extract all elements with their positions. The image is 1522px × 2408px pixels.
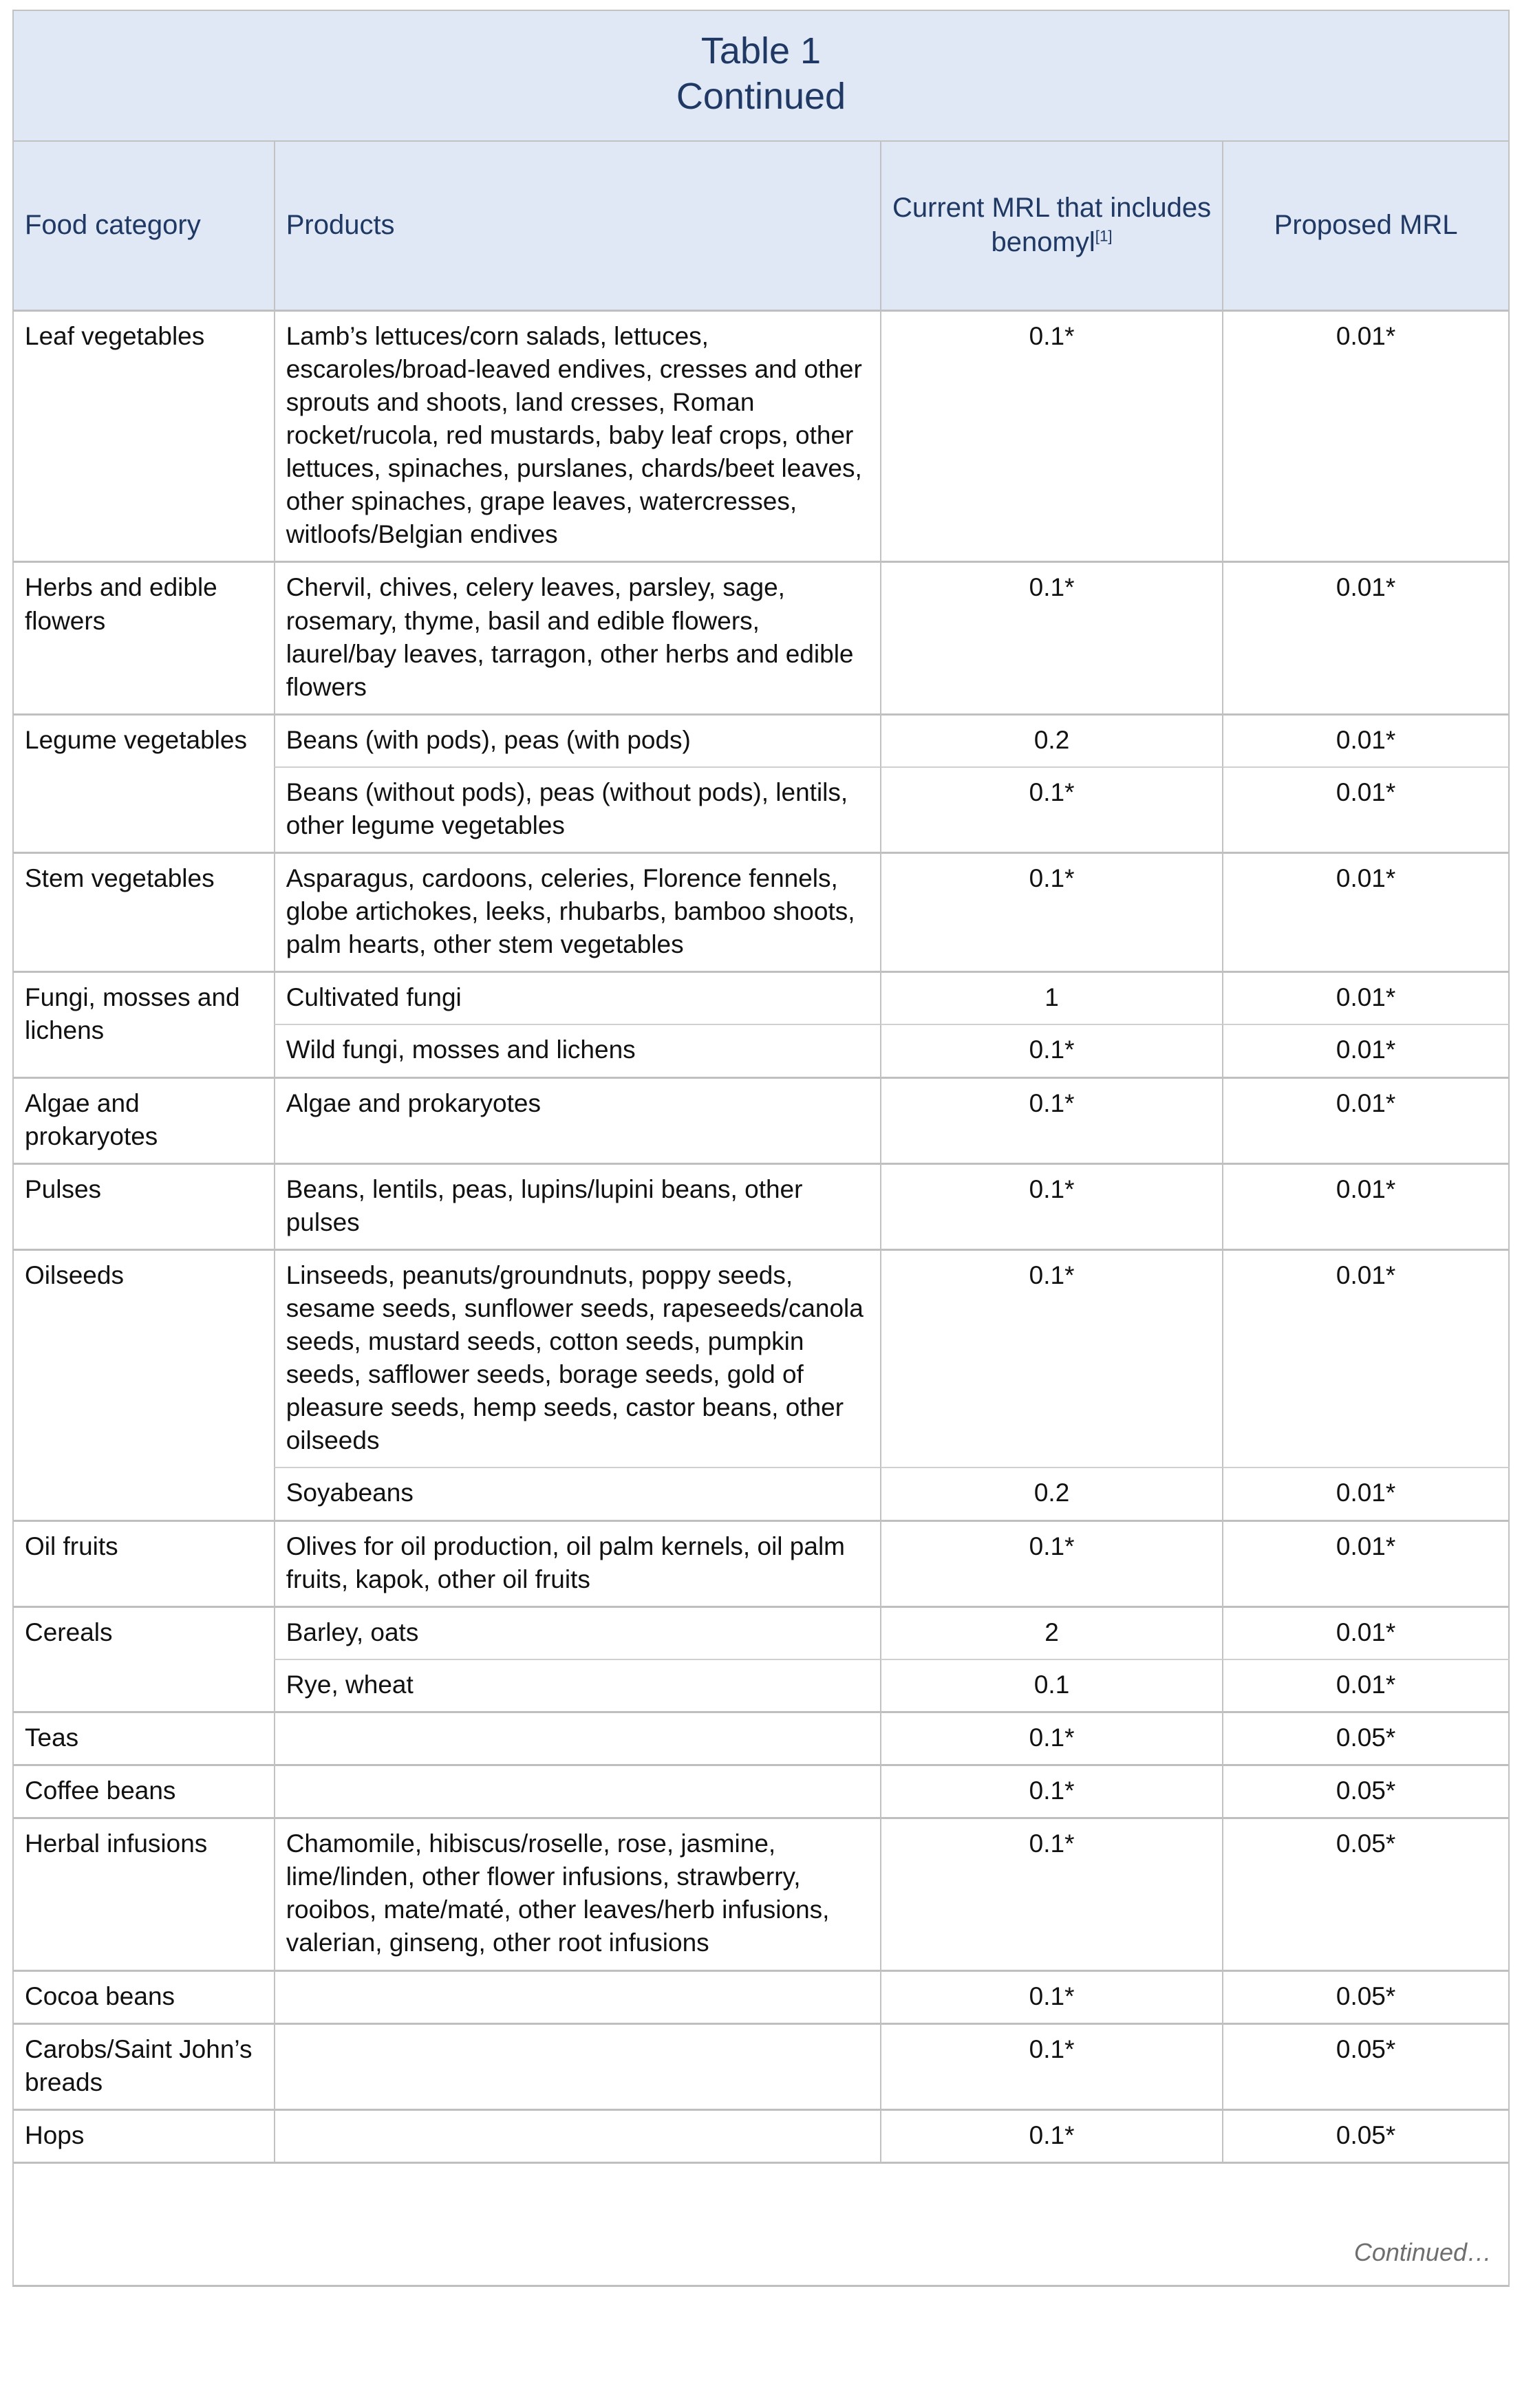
table-row: [12, 1249, 1510, 1468]
cell-current-mrl: 0.1*: [880, 310, 1222, 561]
cell-proposed-mrl: 0.01*: [1222, 310, 1510, 561]
cell-food-category: Herbal infusions: [12, 1817, 274, 1969]
column-header-proposed-mrl: Proposed MRL: [1222, 140, 1510, 310]
cell-current-mrl: 0.1*: [880, 561, 1222, 713]
cell-current-mrl: 0.2: [880, 1467, 1222, 1519]
cell-products: Asparagus, cardoons, celeries, Florence fennels, globe artichokes, leeks, rhubarbs, bamboo shoots, palm hearts, other stem vegetables: [274, 852, 880, 971]
cell-current-mrl: 1: [880, 971, 1222, 1024]
cell-food-category: Leaf vegetables: [12, 310, 274, 561]
cell-current-mrl: 0.1*: [880, 1711, 1222, 1764]
table-row: [12, 1711, 1510, 1764]
column-header-food-category: Food category: [12, 140, 274, 310]
cell-food-category: Oil fruits: [12, 1520, 274, 1606]
cell-current-mrl: 0.1*: [880, 852, 1222, 971]
cell-current-mrl: 0.1*: [880, 2109, 1222, 2162]
cell-food-category: Fungi, mosses and lichens: [12, 971, 274, 1076]
cell-food-category: Cereals: [12, 1606, 274, 1711]
cell-proposed-mrl: 0.01*: [1222, 713, 1510, 766]
cell-products: Beans (without pods), peas (without pods), lentils, other legume vegetables: [274, 766, 880, 852]
continued-row: [12, 2162, 1510, 2287]
cell-proposed-mrl: 0.05*: [1222, 1711, 1510, 1764]
cell-products: [274, 2109, 880, 2162]
table-footer: [12, 2162, 1510, 2287]
table-title-line-2: Continued: [676, 75, 846, 117]
cell-current-mrl: 2: [880, 1606, 1222, 1659]
cell-food-category: Coffee beans: [12, 1764, 274, 1817]
table-body: [12, 310, 1510, 2162]
cell-proposed-mrl: 0.01*: [1222, 561, 1510, 713]
cell-current-mrl: 0.1*: [880, 1817, 1222, 1969]
cell-proposed-mrl: 0.01*: [1222, 852, 1510, 971]
cell-food-category: Algae and prokaryotes: [12, 1077, 274, 1163]
continued-cell: [12, 2162, 1510, 2287]
table-row: [12, 2109, 1510, 2162]
cell-current-mrl: 0.1*: [880, 1024, 1222, 1076]
cell-current-mrl: 0.2: [880, 713, 1222, 766]
table-row: [12, 1520, 1510, 1606]
cell-products: Beans (with pods), peas (with pods): [274, 713, 880, 766]
cell-current-mrl: 0.1*: [880, 1520, 1222, 1606]
table-row: [12, 561, 1510, 713]
cell-food-category: Pulses: [12, 1163, 274, 1249]
cell-proposed-mrl: 0.05*: [1222, 2109, 1510, 2162]
cell-proposed-mrl: 0.01*: [1222, 1659, 1510, 1711]
cell-proposed-mrl: 0.05*: [1222, 2023, 1510, 2109]
table-row: [12, 1163, 1510, 1249]
cell-food-category: Cocoa beans: [12, 1970, 274, 2023]
cell-products: Algae and prokaryotes: [274, 1077, 880, 1163]
table-row: [12, 1764, 1510, 1817]
cell-products: Olives for oil production, oil palm kernels, oil palm fruits, kapok, other oil fruits: [274, 1520, 880, 1606]
cell-products: Wild fungi, mosses and lichens: [274, 1024, 880, 1076]
cell-food-category: Stem vegetables: [12, 852, 274, 971]
table-row: [12, 2023, 1510, 2109]
cell-products: [274, 2023, 880, 2109]
cell-proposed-mrl: 0.01*: [1222, 1024, 1510, 1076]
cell-proposed-mrl: 0.01*: [1222, 1077, 1510, 1163]
table-row: [12, 310, 1510, 561]
cell-current-mrl: 0.1*: [880, 2023, 1222, 2109]
cell-food-category: Legume vegetables: [12, 713, 274, 852]
cell-products: [274, 1764, 880, 1817]
cell-products: [274, 1711, 880, 1764]
table-row: [12, 1817, 1510, 1969]
mrl-table: [12, 10, 1510, 2287]
table-title: [12, 10, 1510, 140]
cell-products: Barley, oats: [274, 1606, 880, 1659]
cell-proposed-mrl: 0.05*: [1222, 1970, 1510, 2023]
cell-proposed-mrl: 0.01*: [1222, 971, 1510, 1024]
cell-products: [274, 1970, 880, 2023]
cell-current-mrl: 0.1*: [880, 1077, 1222, 1163]
column-header-current-mrl-label: Current MRL that includes benomyl: [892, 192, 1212, 257]
cell-proposed-mrl: 0.01*: [1222, 1467, 1510, 1519]
cell-food-category: Hops: [12, 2109, 274, 2162]
cell-proposed-mrl: 0.01*: [1222, 1163, 1510, 1249]
table-row: [12, 852, 1510, 971]
cell-current-mrl: 0.1*: [880, 1249, 1222, 1468]
column-header-current-mrl: [880, 140, 1222, 310]
cell-proposed-mrl: 0.01*: [1222, 1520, 1510, 1606]
table-title-line-1: Table 1: [700, 30, 822, 72]
cell-products: Rye, wheat: [274, 1659, 880, 1711]
cell-food-category: Teas: [12, 1711, 274, 1764]
cell-proposed-mrl: 0.01*: [1222, 766, 1510, 852]
cell-products: Chervil, chives, celery leaves, parsley, sage, rosemary, thyme, basil and edible flowers, laurel/bay leaves, tarragon, other herbs and edible flowers: [274, 561, 880, 713]
cell-proposed-mrl: 0.01*: [1222, 1606, 1510, 1659]
footnote-marker-1: [1]: [1095, 227, 1113, 245]
cell-products: Lamb’s lettuces/corn salads, lettuces, escaroles/broad-leaved endives, cresses and other sprouts and shoots, land cresses, Roman rocket/rucola, red mustards, baby leaf crops, other lettuces, spinaches, purslanes, chards/beet leaves, other spinaches, grape leaves, watercresses, witloofs/Belgian endives: [274, 310, 880, 561]
cell-current-mrl: 0.1*: [880, 1764, 1222, 1817]
cell-proposed-mrl: 0.05*: [1222, 1817, 1510, 1969]
table-row: [12, 1077, 1510, 1163]
cell-current-mrl: 0.1*: [880, 1163, 1222, 1249]
table-row: [12, 1606, 1510, 1659]
table-row: [12, 713, 1510, 766]
cell-current-mrl: 0.1*: [880, 1970, 1222, 2023]
table-row: [12, 1970, 1510, 2023]
column-header-row: [12, 140, 1510, 310]
continued-label: Continued…: [1353, 2237, 1492, 2266]
table-row: [12, 971, 1510, 1024]
cell-products: Beans, lentils, peas, lupins/lupini beans, other pulses: [274, 1163, 880, 1249]
column-header-products: Products: [274, 140, 880, 310]
cell-current-mrl: 0.1*: [880, 766, 1222, 852]
cell-products: Cultivated fungi: [274, 971, 880, 1024]
cell-food-category: Herbs and edible flowers: [12, 561, 274, 713]
cell-products: Linseeds, peanuts/groundnuts, poppy seeds, sesame seeds, sunflower seeds, rapeseeds/canola seeds, mustard seeds, cotton seeds, pumpkin seeds, safflower seeds, borage seeds, gold of pleasure seeds, hemp seeds, castor beans, other oilseeds: [274, 1249, 880, 1468]
table-title-row: [12, 10, 1510, 140]
cell-food-category: Carobs/Saint John’s breads: [12, 2023, 274, 2109]
cell-products: Chamomile, hibiscus/roselle, rose, jasmine, lime/linden, other flower infusions, strawberry, rooibos, mate/maté, other leaves/herb infusions, valerian, ginseng, other root infusions: [274, 1817, 880, 1969]
cell-current-mrl: 0.1: [880, 1659, 1222, 1711]
cell-proposed-mrl: 0.05*: [1222, 1764, 1510, 1817]
table-header: [12, 10, 1510, 310]
cell-food-category: Oilseeds: [12, 1249, 274, 1520]
cell-proposed-mrl: 0.01*: [1222, 1249, 1510, 1468]
cell-products: Soyabeans: [274, 1467, 880, 1519]
